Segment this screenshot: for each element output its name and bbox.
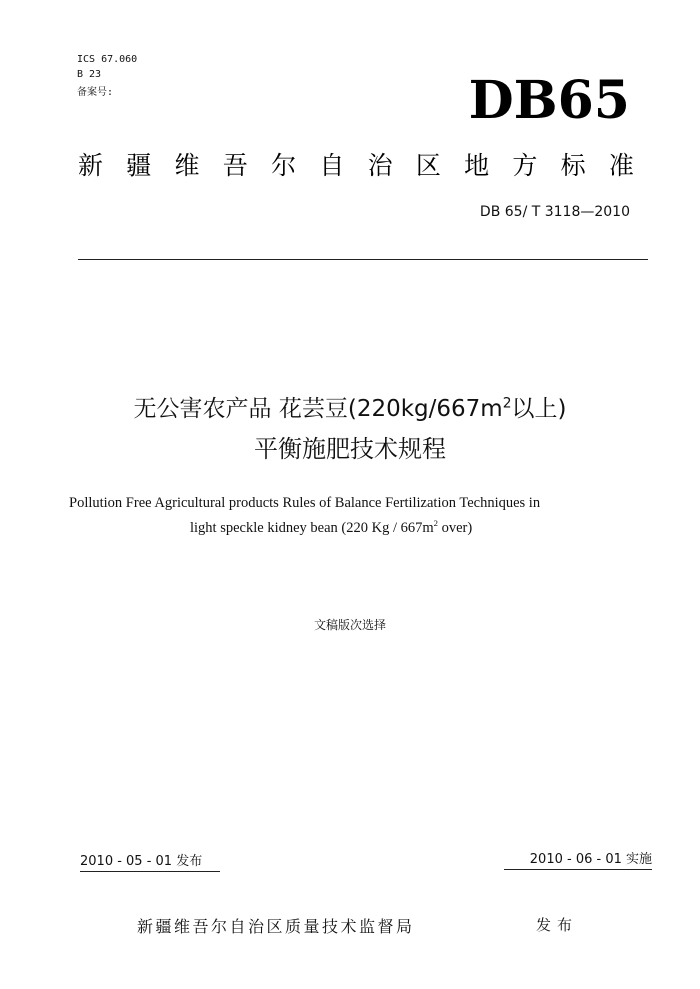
standard-type-char: 吾	[222, 151, 248, 180]
title-en-text-a: light speckle kidney bean (220 Kg / 667m	[190, 520, 434, 536]
draft-version-selector[interactable]: 文稿版次选择	[313, 618, 386, 632]
title-cn-line-1	[0, 392, 700, 426]
standard-type-char: 新	[78, 151, 104, 180]
standard-type-char: 疆	[126, 151, 152, 180]
record-number-label: 备案号:	[77, 87, 114, 98]
standard-type-char: 方	[512, 151, 538, 180]
standard-type-char: 尔	[271, 151, 297, 180]
standard-type-char: 地	[464, 151, 490, 180]
ics-code: ICS 67.060	[77, 54, 138, 65]
standard-number: DB 65/ T 3118—2010	[479, 204, 630, 220]
classification-code: B 23	[77, 69, 102, 80]
standard-type-char: 治	[367, 151, 393, 180]
title-en-line-2	[190, 518, 472, 538]
title-cn-text-b: 以上)	[511, 396, 567, 422]
header-divider	[78, 259, 648, 260]
standard-type-char: 自	[319, 151, 345, 180]
title-cn-line-2: 平衡施肥技术规程	[254, 435, 446, 463]
title-en-line-1: Pollution Free Agricultural products Rules of Balance Fertilization Techniques in	[69, 495, 541, 511]
title-cn-text-a: 无公害农产品 花芸豆(220kg/667m	[133, 396, 503, 422]
title-en-text-b: over)	[437, 520, 473, 536]
standard-type-heading	[78, 149, 634, 183]
standard-type-char: 准	[608, 151, 634, 180]
issuing-authority: 新疆维吾尔自治区质量技术监督局	[137, 917, 415, 936]
db65-logo: DB65	[468, 70, 630, 131]
title-en-superscript: 2	[433, 518, 438, 529]
standard-type-char: 区	[415, 151, 441, 180]
implementation-date: 2010 - 06 - 01 实施	[504, 851, 652, 870]
standard-type-char: 标	[560, 151, 586, 180]
title-cn-superscript: 2	[502, 395, 512, 412]
issue-date: 2010 - 05 - 01 发布	[80, 853, 220, 872]
issue-label: 发布	[536, 916, 579, 934]
standard-type-char: 维	[174, 151, 200, 180]
